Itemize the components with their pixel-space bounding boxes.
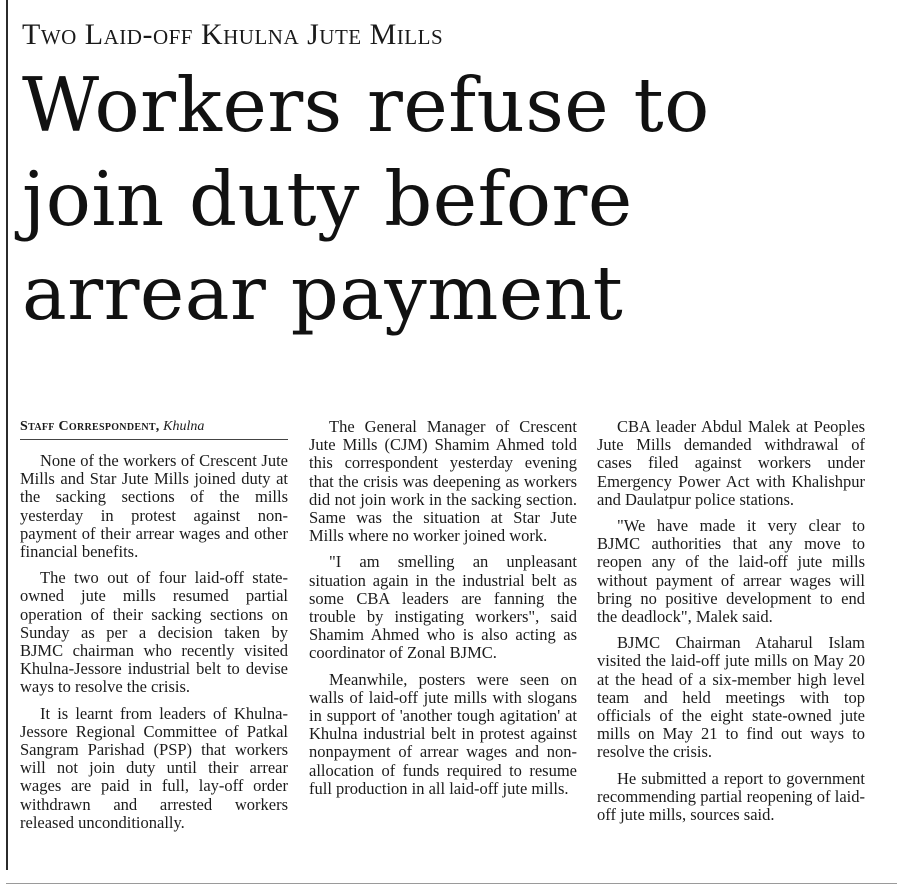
- paragraph: None of the workers of Crescent Jute Mills and Star Jute Mills joined duty at the sacking sections of the mills yesterday in protest against non-payment of their arrear wages and other financial benefits.: [20, 451, 288, 562]
- paragraph: CBA leader Abdul Malek at Peoples Jute Mills demanded withdrawal of cases filed against workers under Emergency Power Act with Khalishpur and Daulatpur police stations.: [597, 417, 865, 509]
- headline-line: join duty before: [22, 155, 633, 243]
- paragraph: The two out of four laid-off state-owned jute mills resumed partial operation of their sacking sections on Sunday as per a decision taken by BJMC chairman who recently visited Khulna-Jessore industrial belt to devise ways to resolve the crisis.: [20, 568, 288, 697]
- article-kicker: Two Laid-off Khulna Jute Mills: [22, 18, 444, 51]
- byline: [20, 418, 288, 436]
- paragraph: He submitted a report to government recommending partial reopening of laid-off jute mills, sources said.: [597, 768, 865, 825]
- paragraph: The General Manager of Crescent Jute Mills (CJM) Shamim Ahmed told this correspondent yesterday evening that the crisis was deepening as workers did not join work in the sacking section. Same was the situation at Star Jute Mills where no worker joined work.: [309, 417, 577, 546]
- byline-divider: [20, 439, 288, 440]
- byline-place: Khulna: [163, 419, 205, 434]
- paragraph: BJMC Chairman Ataharul Islam visited the laid-off jute mills on May 20 at the head of a six-member high level team and held meetings with top officials of the eight state-owned jute mills on May 21 to find out ways to resolve the crisis.: [597, 633, 865, 762]
- left-column-rule: [6, 0, 8, 870]
- article-headline: [22, 58, 892, 340]
- byline-name: Staff Correspondent,: [20, 419, 160, 434]
- paragraph: Meanwhile, posters were seen on walls of laid-off jute mills with slogans in support of 'another tough agitation' at Khulna industrial belt in protest against nonpayment of arrear wages and non-allocation of funds required to resume full production in all laid-off jute mills.: [309, 669, 577, 798]
- article-column-1: [20, 418, 288, 840]
- article-column-3: [597, 418, 865, 832]
- paragraph: It is learnt from leaders of Khulna-Jessore Regional Committee of Patkal Sangram Parishad (PSP) that workers will not join duty until their arrear wages are paid in full, lay-off order withdrawn and arrested workers released unconditionally.: [20, 703, 288, 832]
- paragraph: "I am smelling an unpleasant situation again in the industrial belt as some CBA leaders are fanning the trouble by instigating workers", said Shamim Ahmed who is also acting as coordinator of Zonal BJMC.: [309, 552, 577, 663]
- paragraph: "We have made it very clear to BJMC authorities that any move to reopen any of the laid-off jute mills without payment of arrear wages will bring no positive development to end the deadlock", Malek said.: [597, 516, 865, 627]
- headline-line: Workers refuse to: [22, 61, 710, 149]
- bottom-rule: [6, 883, 897, 884]
- article-column-2: [309, 418, 577, 806]
- headline-line: arrear payment: [22, 249, 624, 337]
